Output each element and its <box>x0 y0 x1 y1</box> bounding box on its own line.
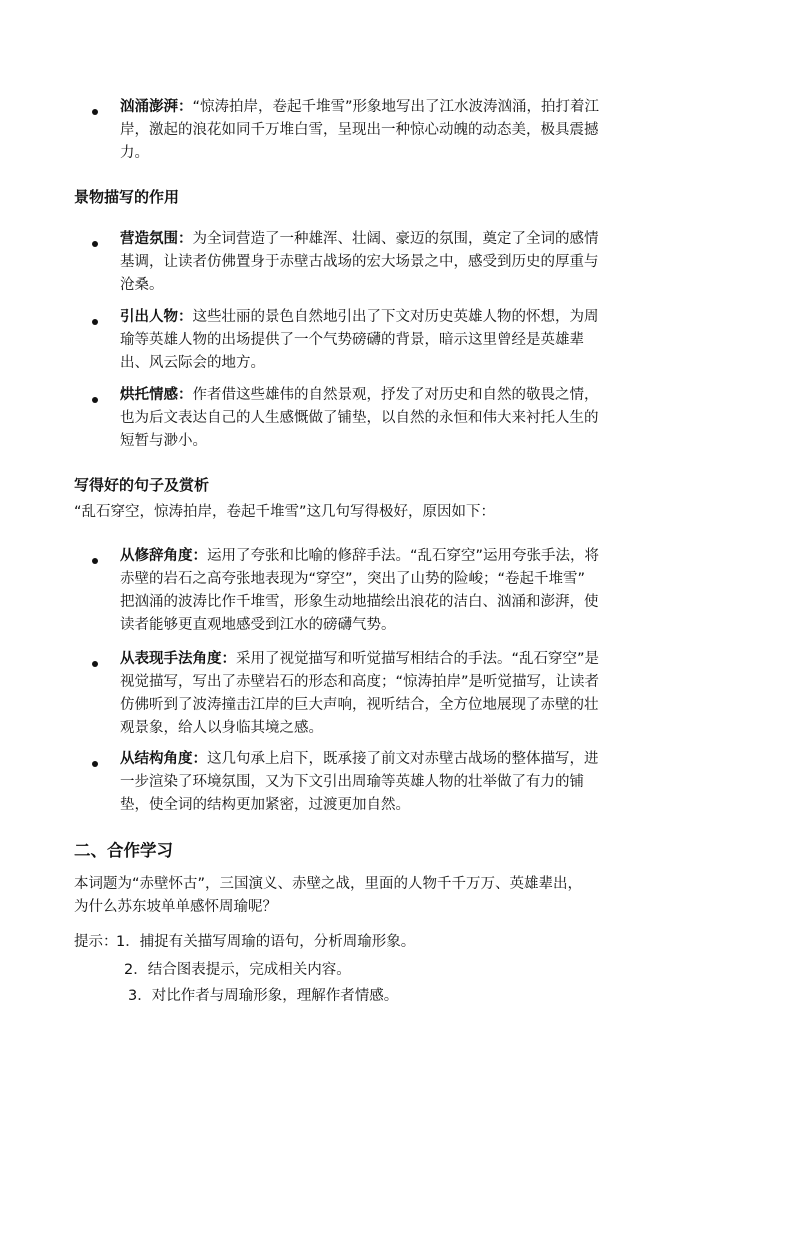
bullet-text: 短暂与渺小。 <box>120 433 207 449</box>
hint-item: 2．结合图表提示，完成相关内容。 <box>124 962 351 978</box>
bullet-term: 汹涌澎湃： <box>120 99 193 115</box>
bullet-text: 沧桑。 <box>120 277 164 293</box>
bullet-dot <box>92 558 98 564</box>
bullet-dot <box>92 109 98 115</box>
bullet-text: 一步渲染了环境氛围，又为下文引出周瑜等英雄人物的壮举做了有力的铺 <box>120 774 584 790</box>
question-line: 本词题为“赤壁怀古”，三国演义、赤壁之战，里面的人物千千万万、英雄辈出， <box>74 876 583 892</box>
bullet-text: 这几句承上启下，既承接了前文对赤壁古战场的整体描写，进 <box>207 751 599 767</box>
bullet-term: 从修辞角度： <box>120 548 207 564</box>
bullet-dot <box>92 761 98 767</box>
section-heading-good: 写得好的句子及赏析 <box>74 476 210 494</box>
bullet-text: 也为后文表达自己的人生感慨做了铺垫，以自然的永恒和伟大来衬托人生的 <box>120 410 599 426</box>
bullet-dot <box>92 661 98 667</box>
bullet-term: 烘托情感： <box>120 387 193 403</box>
hint-label: 提示： <box>74 934 118 950</box>
bullet-text: 运用了夸张和比喻的修辞手法。“乱石穿空”运用夸张手法，将 <box>207 548 600 564</box>
bullet-text: “惊涛拍岸，卷起千堆雪”形象地写出了江水波涛汹涌，拍打着江 <box>192 99 600 115</box>
section-heading-scene: 景物描写的作用 <box>74 188 180 206</box>
hint-item: 1．捕捉有关描写周瑜的语句，分析周瑜形象。 <box>116 934 416 950</box>
bullet-text: 基调，让读者仿佛置身于赤壁古战场的宏大场景之中，感受到历史的厚重与 <box>120 254 599 270</box>
bullet-text: 观景象，给人以身临其境之感。 <box>120 720 323 736</box>
bullet-term: 从表现手法角度： <box>120 651 236 667</box>
bullet-text: 赤壁的岩石之高夸张地表现为“穿空”，突出了山势的险峻；“卷起千堆雪” <box>120 571 586 587</box>
bullet-text: 仿佛听到了波涛撞击江岸的巨大声响，视听结合，全方位地展现了赤壁的壮 <box>120 697 599 713</box>
question-paragraph <box>74 873 582 919</box>
bullet-dot <box>92 241 98 247</box>
bullet-dot <box>92 319 98 325</box>
bullet-text: 出、风云际会的地方。 <box>120 355 265 371</box>
bullet-text: 视觉描写，写出了赤壁岩石的形态和高度；“惊涛拍岸”是听觉描写，让读者 <box>120 674 600 690</box>
bullet-text: 把汹涌的波涛比作千堆雪，形象生动地描绘出浪花的洁白、汹涌和澎湃，使 <box>120 594 599 610</box>
section-heading-cooperative: 二、合作学习 <box>74 841 173 860</box>
bullet-text: 力。 <box>120 145 149 161</box>
bullet-text: 垫，使全词的结构更加紧密，过渡更加自然。 <box>120 797 410 813</box>
bullet-text: 采用了视觉描写和听觉描写相结合的手法。“乱石穿空”是 <box>236 651 600 667</box>
bullet-text: 读者能够更直观地感受到江水的磅礴气势。 <box>120 617 396 633</box>
question-line: 为什么苏东坡单单感怀周瑜呢？ <box>74 899 277 915</box>
bullet-term: 从结构角度： <box>120 751 207 767</box>
bullet-text: 瑜等英雄人物的出场提供了一个气势磅礴的背景，暗示这里曾经是英雄辈 <box>120 332 584 348</box>
bullet-text: 岸，激起的浪花如同千万堆白雪，呈现出一种惊心动魄的动态美，极具震撼 <box>120 122 599 138</box>
intro-paragraph: “乱石穿空，惊涛拍岸，卷起千堆雪”这几句写得极好，原因如下： <box>74 504 496 520</box>
hint-item: 3．对比作者与周瑜形象，理解作者情感。 <box>128 988 399 1004</box>
bullet-dot <box>92 397 98 403</box>
bullet-term: 营造氛围： <box>120 231 193 247</box>
bullet-text: 作者借这些雄伟的自然景观，抒发了对历史和自然的敬畏之情， <box>192 387 599 403</box>
bullet-text: 为全词营造了一种雄浑、壮阔、豪迈的氛围，奠定了全词的感情 <box>192 231 599 247</box>
bullet-text: 这些壮丽的景色自然地引出了下文对历史英雄人物的怀想，为周 <box>192 309 599 325</box>
bullet-term: 引出人物： <box>120 309 193 325</box>
